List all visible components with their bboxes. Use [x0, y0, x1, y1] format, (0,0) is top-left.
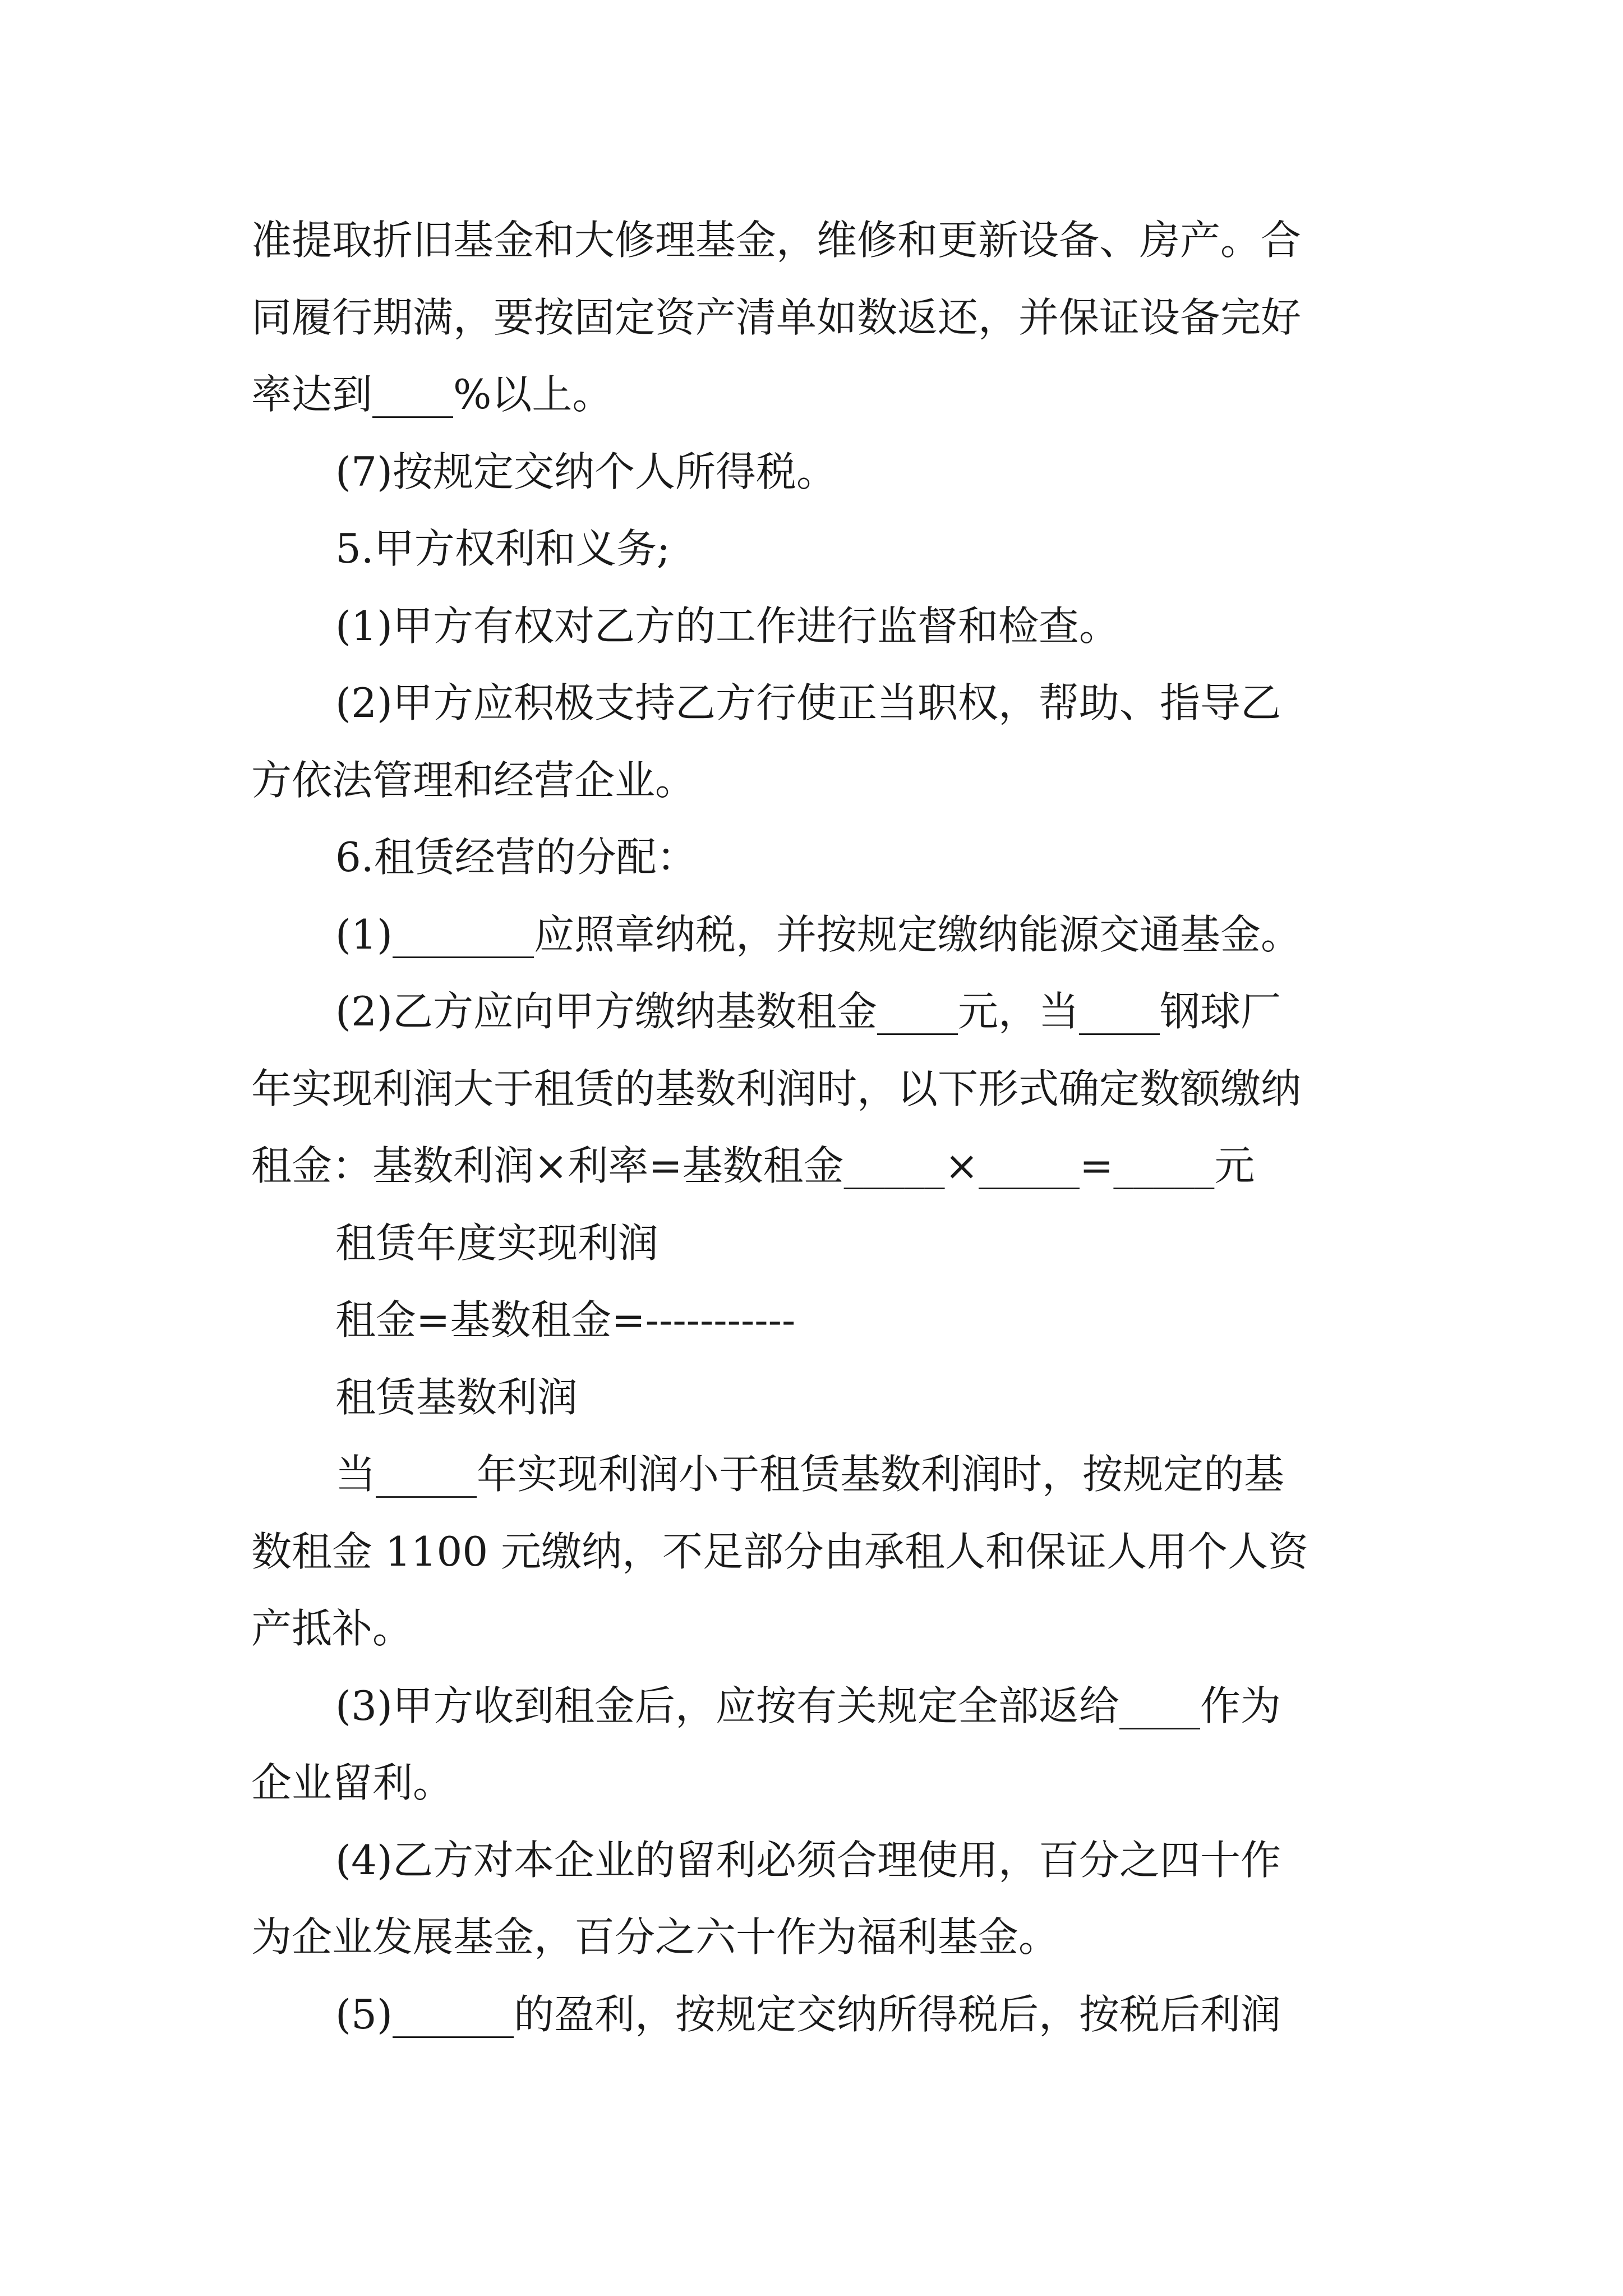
text-line: 率达到____%以上。	[251, 371, 613, 418]
text-line: (4)乙方对本企业的留利必须合理使用，百分之四十作	[335, 1836, 1281, 1884]
text-line: 租金：基数利润×利率=基数租金_____×_____=_____元	[251, 1142, 1255, 1189]
formula-line: 租金=基数租金=-----------	[335, 1296, 796, 1343]
formula-numerator: 租赁年度实现利润	[335, 1219, 659, 1267]
document-body	[251, 202, 1401, 2053]
text-line: (2)乙方应向甲方缴纳基数租金____元，当____钢球厂	[335, 988, 1281, 1035]
formula-denominator: 租赁基数利润	[335, 1373, 578, 1421]
text-line: 准提取折旧基金和大修理基金，维修和更新设备、房产。合	[251, 217, 1302, 264]
text-line: (1)甲方有权对乙方的工作进行监督和检查。	[335, 602, 1119, 650]
text-line: 产抵补。	[251, 1605, 413, 1652]
section-heading: 5.甲方权利和义务;	[335, 525, 670, 572]
text-line: 数租金 1100 元缴纳，不足部分由承租人和保证人用个人资	[251, 1527, 1309, 1575]
text-line: 同履行期满，要按固定资产清单如数返还，并保证设备完好	[251, 293, 1302, 341]
section-heading: 6.租赁经营的分配：	[335, 834, 697, 881]
text-line: (1)_______应照章纳税，并按规定缴纳能源交通基金。	[335, 910, 1301, 958]
text-line: 方依法管理和经营企业。	[251, 756, 696, 804]
text-line: (7)按规定交纳个人所得税。	[335, 448, 837, 495]
text-line: 年实现利润大于租赁的基数利润时，以下形式确定数额缴纳	[251, 1065, 1302, 1112]
text-line: (2)甲方应积极支持乙方行使正当职权，帮助、指导乙	[335, 679, 1281, 726]
text-line: 为企业发展基金，百分之六十作为福利基金。	[251, 1913, 1059, 1961]
text-line: (3)甲方收到租金后，应按有关规定全部返给____作为	[335, 1682, 1281, 1729]
text-line: 当_____年实现利润小于租赁基数利润时，按规定的基	[335, 1451, 1285, 1498]
text-line: 企业留利。	[251, 1759, 454, 1806]
text-line: (5)______的盈利，按规定交纳所得税后，按税后利润	[335, 1990, 1281, 2038]
